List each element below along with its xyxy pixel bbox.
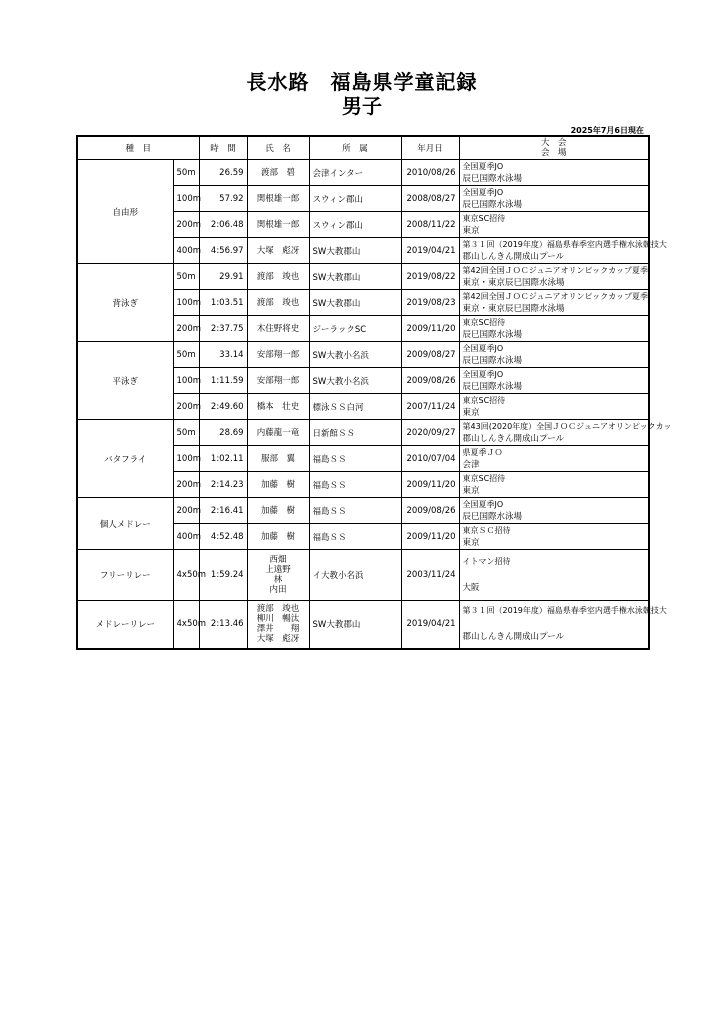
distance-cell: 100m <box>173 368 199 394</box>
time-cell: 26.59 <box>199 160 247 186</box>
swimmer-name: 澤井 翔 <box>256 624 300 635</box>
event-name-cell: 自由形 <box>77 160 173 264</box>
meet-name: 全国夏季JO <box>462 499 504 509</box>
swimmer-name: 西畑 <box>269 555 287 565</box>
meet-venue: 辰巳国際水泳場 <box>462 511 523 522</box>
meet-venue: 辰巳国際水泳場 <box>462 355 523 366</box>
time-cell: 1:03.51 <box>199 290 247 316</box>
meet-venue: 辰巳国際水泳場 <box>462 199 523 210</box>
date-cell: 2007/11/24 <box>401 394 459 420</box>
swimmer-name: 内田 <box>269 585 287 595</box>
time-cell: 4:56.97 <box>199 238 247 264</box>
time-cell: 4:52.48 <box>199 524 247 550</box>
table-row <box>77 420 649 446</box>
club-cell: 日新館ＳＳ <box>309 420 401 446</box>
document-subtitle: 男子 <box>342 94 382 118</box>
event-name-cell: バタフライ <box>77 420 173 498</box>
club-cell: スウィン郡山 <box>309 186 401 212</box>
meet-name: 東京SC招待 <box>462 473 506 483</box>
date-cell: 2019/04/21 <box>401 601 459 649</box>
date-cell: 2008/08/27 <box>401 186 459 212</box>
date-cell: 2019/08/22 <box>401 264 459 290</box>
date-cell: 2010/07/04 <box>401 446 459 472</box>
club-cell: イ大教小名浜 <box>309 550 401 601</box>
header-time: 時 間 <box>199 136 247 160</box>
date-cell: 2009/11/20 <box>401 472 459 498</box>
swimmer-name-cell <box>247 316 309 342</box>
table-row <box>77 498 649 524</box>
header-venue-label: 会 場 <box>541 148 567 158</box>
header-meet-label: 大 会 <box>541 138 567 148</box>
date-cell: 2020/09/27 <box>401 420 459 446</box>
club-cell: ジーラックSC <box>309 316 401 342</box>
distance-cell: 50m <box>173 264 199 290</box>
date-cell: 2009/08/26 <box>401 368 459 394</box>
swimmer-name-cell <box>247 238 309 264</box>
swimmer-name-cell <box>247 524 309 550</box>
club-cell: 福島ＳＳ <box>309 498 401 524</box>
header-club: 所 属 <box>309 136 401 160</box>
date-cell: 2019/04/21 <box>401 238 459 264</box>
time-cell: 29.91 <box>199 264 247 290</box>
swimmer-name: 渡部 竣也 <box>256 604 300 615</box>
swimmer-name-cell <box>247 420 309 446</box>
swimmer-name: 橋本 壮史 <box>256 401 300 412</box>
header-name: 氏 名 <box>247 136 309 160</box>
time-cell: 2:49.60 <box>199 394 247 420</box>
swimmer-name: 加藤 樹 <box>261 505 296 516</box>
swimmer-name: 木住野将史 <box>256 323 300 334</box>
distance-cell: 200m <box>173 498 199 524</box>
swimmer-name-cell <box>247 498 309 524</box>
meet-cell <box>459 550 649 601</box>
event-name-cell: 個人メドレー <box>77 498 173 550</box>
distance-cell: 200m <box>173 472 199 498</box>
meet-name: イトマン招待 <box>462 557 511 566</box>
meet-name: 東京SC招待 <box>462 317 506 327</box>
swimmer-name-cell <box>247 601 309 649</box>
as-of-date: 2025年7月6日現在 <box>570 126 644 135</box>
meet-name: 東京SC招待 <box>462 213 506 223</box>
distance-cell: 100m <box>173 186 199 212</box>
meet-name: 東京SC招待 <box>462 395 506 405</box>
time-cell: 28.69 <box>199 420 247 446</box>
header-row <box>77 136 649 160</box>
swimmer-name-cell <box>247 342 309 368</box>
distance-cell: 50m <box>173 160 199 186</box>
time-cell: 2:13.46 <box>199 601 247 649</box>
event-name-cell: フリーリレー <box>77 550 173 601</box>
meet-venue: 郡山しんきん開成山プール <box>462 251 565 262</box>
club-cell: 福島ＳＳ <box>309 524 401 550</box>
records-table <box>76 135 672 650</box>
club-cell: 標泳ＳＳ白河 <box>309 394 401 420</box>
time-cell: 2:16.41 <box>199 498 247 524</box>
meet-cell <box>459 446 649 472</box>
date-cell: 2009/08/26 <box>401 498 459 524</box>
meet-name: 東京ＳＣ招待 <box>462 525 511 535</box>
club-cell: SW大教郡山 <box>309 264 401 290</box>
date-cell: 2009/11/20 <box>401 524 459 550</box>
time-cell: 2:06.48 <box>199 212 247 238</box>
swimmer-name: 渡部 竣也 <box>256 271 300 282</box>
meet-cell <box>459 316 649 342</box>
swimmer-name-cell <box>247 550 309 601</box>
records-body <box>77 160 672 649</box>
event-name-cell: 平泳ぎ <box>77 342 173 420</box>
date-cell: 2008/11/22 <box>401 212 459 238</box>
meet-venue: 東京 <box>462 485 480 496</box>
distance-cell: 100m <box>173 446 199 472</box>
club-cell: SW大教小名浜 <box>309 342 401 368</box>
table-row <box>77 342 649 368</box>
swimmer-name: 柳川 暢汰 <box>256 614 300 625</box>
header-meet <box>459 136 649 160</box>
swimmer-name: 大塚 彪冴 <box>256 634 300 645</box>
swimmer-name-cell <box>247 446 309 472</box>
swimmer-name: 渡部 竣也 <box>256 297 300 308</box>
distance-cell: 200m <box>173 316 199 342</box>
swimmer-name: 安部翔一郎 <box>256 349 300 360</box>
club-cell: 会津インター <box>309 160 401 186</box>
time-cell: 2:37.75 <box>199 316 247 342</box>
meet-venue: 東京 <box>462 537 480 548</box>
meet-venue: 辰巳国際水泳場 <box>462 381 523 392</box>
meet-name: 全国夏季JO <box>462 187 504 197</box>
swimmer-name: 大塚 彪冴 <box>256 245 300 256</box>
date-cell: 2010/08/26 <box>401 160 459 186</box>
club-cell: 福島ＳＳ <box>309 446 401 472</box>
swimmer-name: 加藤 樹 <box>261 531 296 542</box>
table-row <box>77 550 649 601</box>
swimmer-name: 林 <box>273 575 283 585</box>
swimmer-name-cell <box>247 186 309 212</box>
time-cell: 33.14 <box>199 342 247 368</box>
distance-cell: 400m <box>173 524 199 550</box>
swimmer-name-cell <box>247 290 309 316</box>
swimmer-name: 関根雄一郎 <box>256 219 300 230</box>
meet-name: 全国夏季JO <box>462 161 504 171</box>
meet-cell <box>459 238 667 264</box>
meet-name: 第42回全国ＪＯＣジュニアオリンピックカップ夏季 <box>462 291 649 301</box>
time-cell: 1:59.24 <box>199 550 247 601</box>
meet-cell <box>459 601 667 649</box>
swimmer-name: 加藤 樹 <box>261 479 296 490</box>
meet-cell <box>459 342 649 368</box>
club-cell: SW大教郡山 <box>309 290 401 316</box>
meet-cell <box>459 212 649 238</box>
meet-name: 第43回(2020年度）全国ＪＯＣジュニアオリンピックカッ <box>462 421 672 431</box>
club-cell: SW大教郡山 <box>309 601 401 649</box>
swimmer-name-cell <box>247 264 309 290</box>
distance-cell: 50m <box>173 342 199 368</box>
distance-cell: 400m <box>173 238 199 264</box>
distance-cell: 200m <box>173 394 199 420</box>
club-cell: 福島ＳＳ <box>309 472 401 498</box>
meet-cell <box>459 420 672 446</box>
swimmer-name-cell <box>247 394 309 420</box>
meet-venue: 東京・東京辰巳国際水泳場 <box>462 277 565 288</box>
swimmer-name: 内藤龍一竜 <box>256 427 300 438</box>
swimmer-name-cell <box>247 160 309 186</box>
time-cell: 1:11.59 <box>199 368 247 394</box>
meet-cell <box>459 524 649 550</box>
header-date: 年月日 <box>401 136 459 160</box>
swimmer-name-cell <box>247 212 309 238</box>
swimmer-name: 上遠野 <box>265 565 291 575</box>
distance-cell: 200m <box>173 212 199 238</box>
swimmer-name: 服部 翼 <box>261 453 296 464</box>
swimmer-name-cell <box>247 368 309 394</box>
club-cell: SW大教郡山 <box>309 238 401 264</box>
distance-cell: 4x50m <box>173 601 199 649</box>
date-cell: 2009/11/20 <box>401 316 459 342</box>
meet-venue: 東京 <box>462 225 480 236</box>
meet-cell <box>459 368 649 394</box>
table-row <box>77 264 649 290</box>
header-event: 種 目 <box>77 136 199 160</box>
swimmer-name: 安部翔一郎 <box>256 375 300 386</box>
distance-cell: 4x50m <box>173 550 199 601</box>
swimmer-name: 渡部 碧 <box>261 167 296 178</box>
meet-venue: 東京 <box>462 407 480 418</box>
swimmer-name-cell <box>247 472 309 498</box>
meet-venue: 東京・東京辰巳国際水泳場 <box>462 303 565 314</box>
date-cell: 2003/11/24 <box>401 550 459 601</box>
meet-venue: 辰巳国際水泳場 <box>462 173 523 184</box>
meet-name: 県夏季ＪＯ <box>462 447 503 457</box>
meet-cell <box>459 394 649 420</box>
table-row <box>77 160 649 186</box>
meet-cell <box>459 472 649 498</box>
table-row <box>77 601 649 649</box>
date-cell: 2009/08/27 <box>401 342 459 368</box>
meet-cell <box>459 290 649 316</box>
time-cell: 1:02.11 <box>199 446 247 472</box>
meet-venue: 郡山しんきん開成山プール <box>462 632 565 643</box>
meet-name: 全国夏季JO <box>462 343 504 353</box>
meet-cell <box>459 498 649 524</box>
swimmer-name: 関根雄一郎 <box>256 193 300 204</box>
time-cell: 2:14.23 <box>199 472 247 498</box>
meet-cell <box>459 160 649 186</box>
event-name-cell: メドレーリレー <box>77 601 173 649</box>
meet-name: 第３１回（2019年度）福島県春季室内選手権水泳競技大 <box>462 606 667 616</box>
event-name-cell: 背泳ぎ <box>77 264 173 342</box>
meet-venue: 辰巳国際水泳場 <box>462 329 523 340</box>
meet-venue: 郡山しんきん開成山プール <box>462 433 565 444</box>
meet-venue: 会津 <box>462 459 480 470</box>
meet-cell <box>459 264 649 290</box>
meet-name: 第42回全国ＪＯＣジュニアオリンピックカップ夏季 <box>462 265 649 275</box>
meet-name: 全国夏季JO <box>462 369 504 379</box>
document-title: 長水路 福島県学童記録 <box>246 70 478 94</box>
distance-cell: 50m <box>173 420 199 446</box>
meet-venue: 大阪 <box>462 583 480 593</box>
meet-name: 第３１回（2019年度）福島県春季室内選手権水泳競技大 <box>462 239 667 249</box>
distance-cell: 100m <box>173 290 199 316</box>
club-cell: スウィン郡山 <box>309 212 401 238</box>
date-cell: 2019/08/23 <box>401 290 459 316</box>
club-cell: SW大教小名浜 <box>309 368 401 394</box>
time-cell: 57.92 <box>199 186 247 212</box>
meet-cell <box>459 186 649 212</box>
